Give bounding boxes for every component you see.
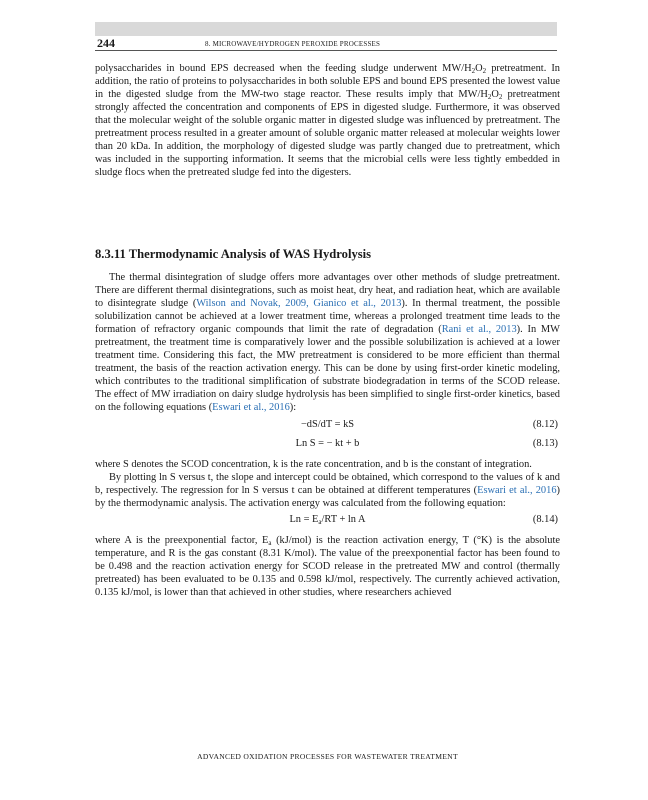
subscript: a xyxy=(318,517,322,526)
text-run: ): xyxy=(289,402,297,414)
equation-expression xyxy=(95,513,560,526)
equation-rhs: /RT + ln A xyxy=(321,513,366,525)
equation-number: (8.13) xyxy=(532,437,558,449)
text-run: pretreatment strongly affected the concentration and components of EPS in digested sludge. Furthermore, it was observed that the molecular weight of the soluble organic matter in digested sludge was influenced by pretreatment. The pretreatment process resulted in a greater amount of soluble organic matter released at molecular weights lower than 20 kDa. In addition, the morphology of digested sludge was partly changed due to pretreatment, which was included in the supporting information. It seems that the microbial cells were less tightly embedded in sludge flocs when the pretreated sludge fed into the digesters. xyxy=(95,89,560,179)
running-head: 8. MICROWAVE/HYDROGEN PEROXIDE PROCESSES xyxy=(205,40,381,48)
subscript: a xyxy=(268,538,272,547)
equation-8-12 xyxy=(95,415,560,434)
citation-link[interactable]: Wilson and Novak, 2009, Gianico et al., 2013 xyxy=(196,298,402,310)
text-run: ). In MW pretreatment, the treatment time is comparatively lower and the possible solubilization is achieved at a lower treatment time. Considering this fact, the MW pretreatment is considered to be more efficient than thermal treatment, the basis of the reaction activation energy. This can be done by using first-order kinetic modeling, which contributes to the traditional simplification of substrate biodegradation in terms of the SCOD release. The effect of MW irradiation on dairy sludge hydrolysis has been simplified to single first-order kinetics, based on the following equations ( xyxy=(95,324,560,414)
equation-lhs: Ln = E xyxy=(289,513,319,525)
paragraph-top xyxy=(95,62,560,179)
equation-8-14 xyxy=(95,510,560,532)
text-run: By plotting ln S versus t, the slope and intercept could be obtained, which correspond to the values of k and b, respectively. The regression for ln S versus t can be obtained at different temperatures ( xyxy=(95,471,560,496)
subscript: 2 xyxy=(482,67,487,75)
text-run: where A is the preexponential factor, E xyxy=(95,534,269,546)
paragraph-1 xyxy=(95,271,560,415)
section-title: 8.3.11 Thermodynamic Analysis of WAS Hydrolysis xyxy=(95,247,372,261)
text-run: (kJ/mol) is the reaction activation energy, T (°K) is the absolute temperature, and R is the gas constant (8.31 K/mol). The value of the preexponential factor has been found to be 0.498 and the reaction activation energy for SCOD release in the pretreated MW and control (thermally pretreated) has been evaluated to be 0.135 and 0.598 kJ/mol, respectively. The currently achieved activation, 0.135 kJ/mol, is lower than that achieved in other studies, where researchers achieved xyxy=(95,534,560,598)
text-run: ). In thermal treatment, the possible solubilization cannot be achieved at a lower treatment time, whereas a prolonged treatment time leads to the formation of refractory organic compounds that limit the rate of degradation ( xyxy=(95,298,560,336)
paragraph-4 xyxy=(95,534,560,599)
text-run: O xyxy=(475,63,483,74)
running-footer: ADVANCED OXIDATION PROCESSES FOR WASTEWATER TREATMENT xyxy=(197,752,458,761)
text-run: ) by the thermodynamic analysis. The activation energy was calculated from the following equation: xyxy=(95,484,560,509)
citation-link[interactable]: Eswari et al., 2016 xyxy=(477,484,557,496)
equation-number: (8.12) xyxy=(532,418,558,430)
citation-link[interactable]: Rani et al., 2013 xyxy=(441,324,517,336)
equation-expression: −dS/dT = kS xyxy=(300,418,355,430)
text-run: O xyxy=(491,89,499,101)
text-run: polysaccharides in bound EPS decreased when the feeding sludge underwent MW/H xyxy=(95,63,472,74)
subscript: 2 xyxy=(487,93,492,102)
equation-number: (8.14) xyxy=(532,513,558,525)
header-rule xyxy=(95,50,557,51)
text-run: The thermal disintegration of sludge offers more advantages over other methods of sludge pretreatment. There are different thermal disintegrations, such as moist heat, dry heat, and radiation heat, which are available to disintegrate sludge ( xyxy=(95,272,560,310)
subscript: 2 xyxy=(498,93,503,102)
paragraph-2: where S denotes the SCOD concentration, k is the rate concentration, and b is the constant of integration. xyxy=(95,458,532,470)
equation-8-13 xyxy=(95,434,560,453)
citation-link[interactable]: Eswari et al., 2016 xyxy=(212,402,290,414)
paragraph-3 xyxy=(95,471,560,510)
equation-expression: Ln S = − kt + b xyxy=(295,437,360,449)
page-number: 244 xyxy=(97,36,115,50)
header-band xyxy=(95,22,557,36)
section-body xyxy=(95,271,560,599)
subscript: 2 xyxy=(471,67,476,75)
text-run: pretreatment. In addition, the ratio of proteins to polysaccharides in both soluble EPS and bound EPS presented the lowest value in the digested sludge from the MW-two stage reactor. These results imply that MW/H xyxy=(95,63,561,101)
